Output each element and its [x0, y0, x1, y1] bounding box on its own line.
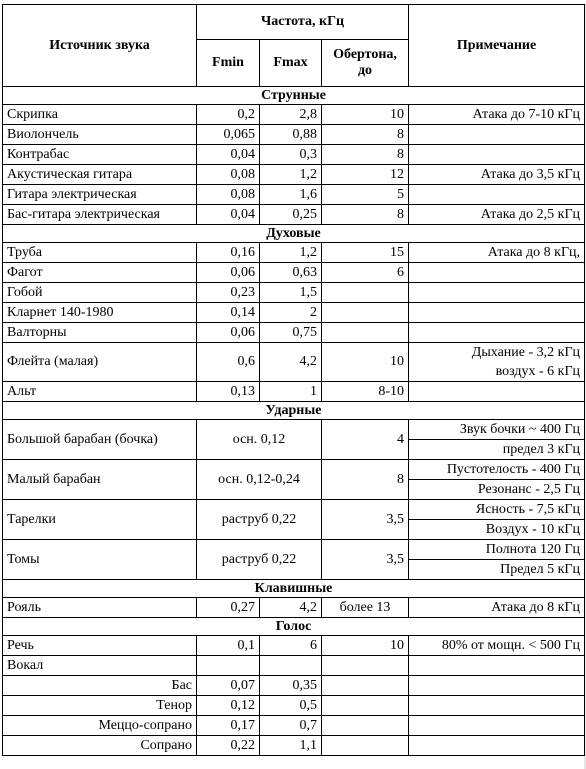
- section-percussion: Ударные: [3, 402, 585, 420]
- note-line-2: воздух - 6 кГц: [495, 364, 581, 379]
- overtones-cell: [322, 736, 409, 756]
- instrument-name: Фагот: [3, 263, 197, 283]
- header-fmin: Fmin: [197, 40, 260, 87]
- overtones-cell: более 13: [322, 598, 409, 618]
- note-cell: [409, 323, 585, 343]
- overtones-cell: [322, 323, 409, 343]
- overtones-cell: [322, 283, 409, 303]
- table-row: [3, 676, 585, 696]
- note-cell: [409, 540, 585, 580]
- fmax-cell: 4,2: [260, 598, 322, 618]
- section-keys: Клавишные: [3, 580, 585, 598]
- fmax-cell: 0,7: [260, 716, 322, 736]
- fmin-cell: 0,06: [197, 323, 260, 343]
- note-cell: [409, 656, 585, 676]
- overtones-cell: [322, 676, 409, 696]
- instrument-name: Контрабас: [3, 145, 197, 165]
- strings-rows: [3, 105, 585, 225]
- instrument-name: Вокал: [3, 656, 197, 676]
- table-row: [3, 540, 585, 580]
- fmax-cell: 1,2: [260, 165, 322, 185]
- note-cell: [409, 736, 585, 756]
- fmax-cell: 0,5: [260, 696, 322, 716]
- overtones-cell: 4: [322, 420, 409, 460]
- frequency-cell: осн. 0,12: [197, 420, 322, 460]
- note-cell: [409, 460, 585, 500]
- table-row: [3, 598, 585, 618]
- fmin-cell: 0,04: [197, 145, 260, 165]
- fmin-cell: 0,08: [197, 165, 260, 185]
- section-strings: Струнные: [3, 87, 585, 105]
- note-cell: Атака до 7-10 кГц: [409, 105, 585, 125]
- fmax-cell: 1,1: [260, 736, 322, 756]
- overtones-cell: 6: [322, 263, 409, 283]
- table-row: [3, 263, 585, 283]
- overtones-cell: 12: [322, 165, 409, 185]
- instrument-name: Акустическая гитара: [3, 165, 197, 185]
- fmax-cell: 0,25: [260, 205, 322, 225]
- frequency-cell: раструб 0,22: [197, 540, 322, 580]
- instrument-name: Сопрано: [3, 736, 197, 756]
- fmin-cell: 0,16: [197, 243, 260, 263]
- fmin-cell: 0,17: [197, 716, 260, 736]
- instrument-name: Гобой: [3, 283, 197, 303]
- note-line-2: Резонанс - 2,5 Гц: [477, 482, 581, 497]
- note-cell: [409, 500, 585, 540]
- fmax-cell: 2: [260, 303, 322, 323]
- overtones-cell: 3,5: [322, 540, 409, 580]
- table-row: [3, 165, 585, 185]
- fmax-cell: [260, 656, 322, 676]
- note-line-2: предел 3 кГц: [502, 442, 581, 457]
- fmax-cell: 1,2: [260, 243, 322, 263]
- fmax-cell: 1,6: [260, 185, 322, 205]
- keys-rows: [3, 598, 585, 618]
- table-row: [3, 696, 585, 716]
- header-overtones-line2: до: [357, 63, 373, 78]
- note-cell: [409, 185, 585, 205]
- fmax-cell: 0,35: [260, 676, 322, 696]
- table-row: [3, 145, 585, 165]
- note-line-1: Звук бочки ~ 400 Гц: [409, 420, 584, 440]
- instrument-name: Труба: [3, 243, 197, 263]
- instrument-name: Флейта (малая): [3, 343, 197, 382]
- table-header-row-1: [3, 5, 585, 40]
- table-row: [3, 460, 585, 500]
- note-line-1: Дыхание - 3,2 кГц: [471, 345, 581, 360]
- note-cell: Атака до 8 кГц,: [409, 243, 585, 263]
- fmin-cell: 0,13: [197, 382, 260, 402]
- fmin-cell: 0,1: [197, 636, 260, 656]
- note-cell: [409, 420, 585, 460]
- note-line-2: Воздух - 10 кГц: [485, 522, 581, 537]
- overtones-cell: 8: [322, 125, 409, 145]
- instrument-name: Гитара электрическая: [3, 185, 197, 205]
- table-row-flute: [3, 343, 585, 382]
- fmin-cell: [197, 656, 260, 676]
- fmin-cell: 0,22: [197, 736, 260, 756]
- overtones-cell: [322, 716, 409, 736]
- header-source: Источник звука: [3, 5, 197, 87]
- sound-frequency-table: [2, 4, 585, 756]
- instrument-name: Валторны: [3, 323, 197, 343]
- overtones-cell: 15: [322, 243, 409, 263]
- overtones-cell: 10: [322, 343, 409, 382]
- frequency-cell: осн. 0,12-0,24: [197, 460, 322, 500]
- table-row: [3, 716, 585, 736]
- note-cell: [409, 716, 585, 736]
- instrument-name: Томы: [3, 540, 197, 580]
- instrument-name: Кларнет 140-1980: [3, 303, 197, 323]
- fmin-cell: 0,2: [197, 105, 260, 125]
- section-voice: Голос: [3, 618, 585, 636]
- header-overtones: [322, 40, 409, 87]
- overtones-cell: 10: [322, 636, 409, 656]
- note-cell: Атака до 3,5 кГц: [409, 165, 585, 185]
- note-cell: [409, 125, 585, 145]
- table-row: [3, 323, 585, 343]
- fmin-cell: 0,065: [197, 125, 260, 145]
- table-row-alto: [3, 382, 585, 402]
- fmax-cell: 4,2: [260, 343, 322, 382]
- table-row: [3, 303, 585, 323]
- note-line-2: Предел 5 кГц: [500, 562, 581, 577]
- table-row: [3, 736, 585, 756]
- fmin-cell: 0,04: [197, 205, 260, 225]
- overtones-cell: [322, 303, 409, 323]
- fmax-cell: 0,88: [260, 125, 322, 145]
- instrument-name: Бас-гитара электрическая: [3, 205, 197, 225]
- note-cell: Атака до 8 кГц: [409, 598, 585, 618]
- note-cell: [409, 696, 585, 716]
- frequency-cell: раструб 0,22: [197, 500, 322, 540]
- table-row: [3, 185, 585, 205]
- note-cell: [409, 263, 585, 283]
- instrument-name: Тарелки: [3, 500, 197, 540]
- fmax-cell: 0,63: [260, 263, 322, 283]
- overtones-cell: 8: [322, 145, 409, 165]
- winds-rows: [3, 243, 585, 343]
- fmin-cell: 0,14: [197, 303, 260, 323]
- overtones-cell: [322, 696, 409, 716]
- section-winds: Духовые: [3, 225, 585, 243]
- instrument-name: Альт: [3, 382, 197, 402]
- sound-frequency-table-sheet: [2, 4, 584, 756]
- table-row: [3, 243, 585, 263]
- note-cell: [409, 303, 585, 323]
- note-cell: [409, 676, 585, 696]
- fmin-cell: 0,12: [197, 696, 260, 716]
- note-cell: [409, 145, 585, 165]
- fmin-cell: 0,08: [197, 185, 260, 205]
- vocal-rows: [3, 676, 585, 756]
- percussion-rows: [3, 420, 585, 580]
- fmax-cell: 1: [260, 382, 322, 402]
- note-line-1: Полнота 120 Гц: [409, 540, 584, 560]
- instrument-name: Меццо-сопрано: [3, 716, 197, 736]
- table-row-vocal-label: [3, 656, 585, 676]
- fmin-cell: 0,23: [197, 283, 260, 303]
- instrument-name: Бас: [3, 676, 197, 696]
- instrument-name: Малый барабан: [3, 460, 197, 500]
- table-row: [3, 125, 585, 145]
- instrument-name: Скрипка: [3, 105, 197, 125]
- overtones-cell: 3,5: [322, 500, 409, 540]
- overtones-cell: [322, 656, 409, 676]
- overtones-cell: 8: [322, 205, 409, 225]
- note-cell: Атака до 2,5 кГц: [409, 205, 585, 225]
- note-cell: 80% от мощн. < 500 Гц: [409, 636, 585, 656]
- instrument-name: Рояль: [3, 598, 197, 618]
- note-cell: [409, 343, 585, 382]
- table-row: [3, 500, 585, 540]
- fmax-cell: 6: [260, 636, 322, 656]
- overtones-cell: 8-10: [322, 382, 409, 402]
- overtones-cell: 5: [322, 185, 409, 205]
- header-overtones-line1: Обертона,: [333, 47, 397, 62]
- fmin-cell: 0,06: [197, 263, 260, 283]
- fmin-cell: 0,27: [197, 598, 260, 618]
- overtones-cell: 8: [322, 460, 409, 500]
- instrument-name: Речь: [3, 636, 197, 656]
- fmin-cell: 0,6: [197, 343, 260, 382]
- table-row: [3, 420, 585, 460]
- fmax-cell: 2,8: [260, 105, 322, 125]
- instrument-name: Виолончель: [3, 125, 197, 145]
- table-row: [3, 283, 585, 303]
- table-row: [3, 105, 585, 125]
- fmax-cell: 0,3: [260, 145, 322, 165]
- note-line-1: Ясность - 7,5 кГц: [409, 500, 584, 520]
- note-cell: [409, 283, 585, 303]
- header-note: Примечание: [409, 5, 585, 87]
- table-row: [3, 205, 585, 225]
- overtones-cell: 10: [322, 105, 409, 125]
- note-cell: [409, 382, 585, 402]
- instrument-name: Тенор: [3, 696, 197, 716]
- header-frequency: Частота, кГц: [197, 5, 409, 40]
- note-line-1: Пустотелость - 400 Гц: [409, 460, 584, 480]
- fmax-cell: 1,5: [260, 283, 322, 303]
- table-row-speech: [3, 636, 585, 656]
- fmin-cell: 0,07: [197, 676, 260, 696]
- fmax-cell: 0,75: [260, 323, 322, 343]
- header-fmax: Fmax: [260, 40, 322, 87]
- instrument-name: Большой барабан (бочка): [3, 420, 197, 460]
